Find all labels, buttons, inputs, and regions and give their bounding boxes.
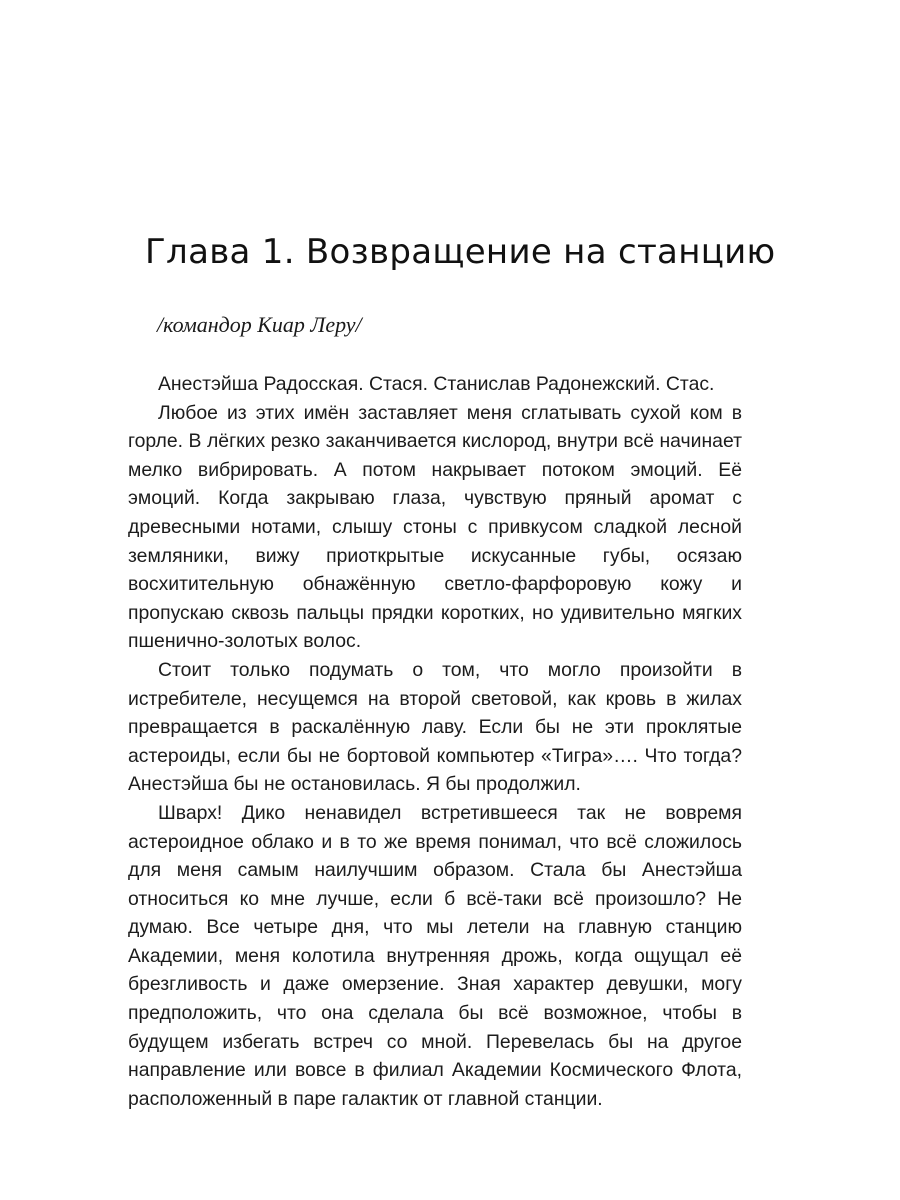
paragraph: Стоит только подумать о том, что могло произойти в истребителе, несущемся на второй световой, как кровь в жилах превращается в раскалённую лаву. Если бы не эти проклятые астероиды, если бы не бортовой компьютер «Тигра»…. Что тогда? Анестэйша бы не остановилась. Я бы продолжил.	[128, 658, 742, 796]
paragraph: Любое из этих имён заставляет меня сглатывать сухой ком в горле. В лёгких резко заканчивается кислород, внутри всё начинает мелко вибрировать. А потом накрывает потоком эмоций. Её эмоций. Когда закрываю глаза, чувствую пряный аромат с древесными нотами, слышу стоны с привкусом сладкой лесной земляники, вижу приоткрытые искусанные губы, осязаю восхитительную обнажённую светло-фарфоровую кожу и пропускаю сквозь пальцы прядки коротких, но удивительно мягких пшенично-золотых волос.	[128, 401, 742, 653]
chapter-title: Глава 1. Возвращение на станцию	[145, 232, 776, 272]
paragraph: Шварх! Дико ненавидел встретившееся так не вовремя астероидное облако и в то же время понимал, что всё сложилось для меня самым наилучшим образом. Стала бы Анестэйша относиться ко мне лучше, если б всё-таки всё произошло? Не думаю. Все четыре дня, что мы летели на главную станцию Академии, меня колотила внутренняя дрожь, когда ощущал её брезгливость и даже омерзение. Зная характер девушки, могу предположить, что она сделала бы всё возможное, чтобы в будущем избегать встреч со мной. Перевелась бы на другое направление или вовсе в филиал Академии Космического Флота, расположенный в паре галактик от главной станции.	[128, 801, 742, 1110]
chapter-epigraph: /командор Киар Леру/	[157, 312, 362, 337]
paragraph: Анестэйша Радосская. Стася. Станислав Радонежский. Стас.	[158, 373, 715, 395]
chapter-body	[128, 370, 742, 1113]
